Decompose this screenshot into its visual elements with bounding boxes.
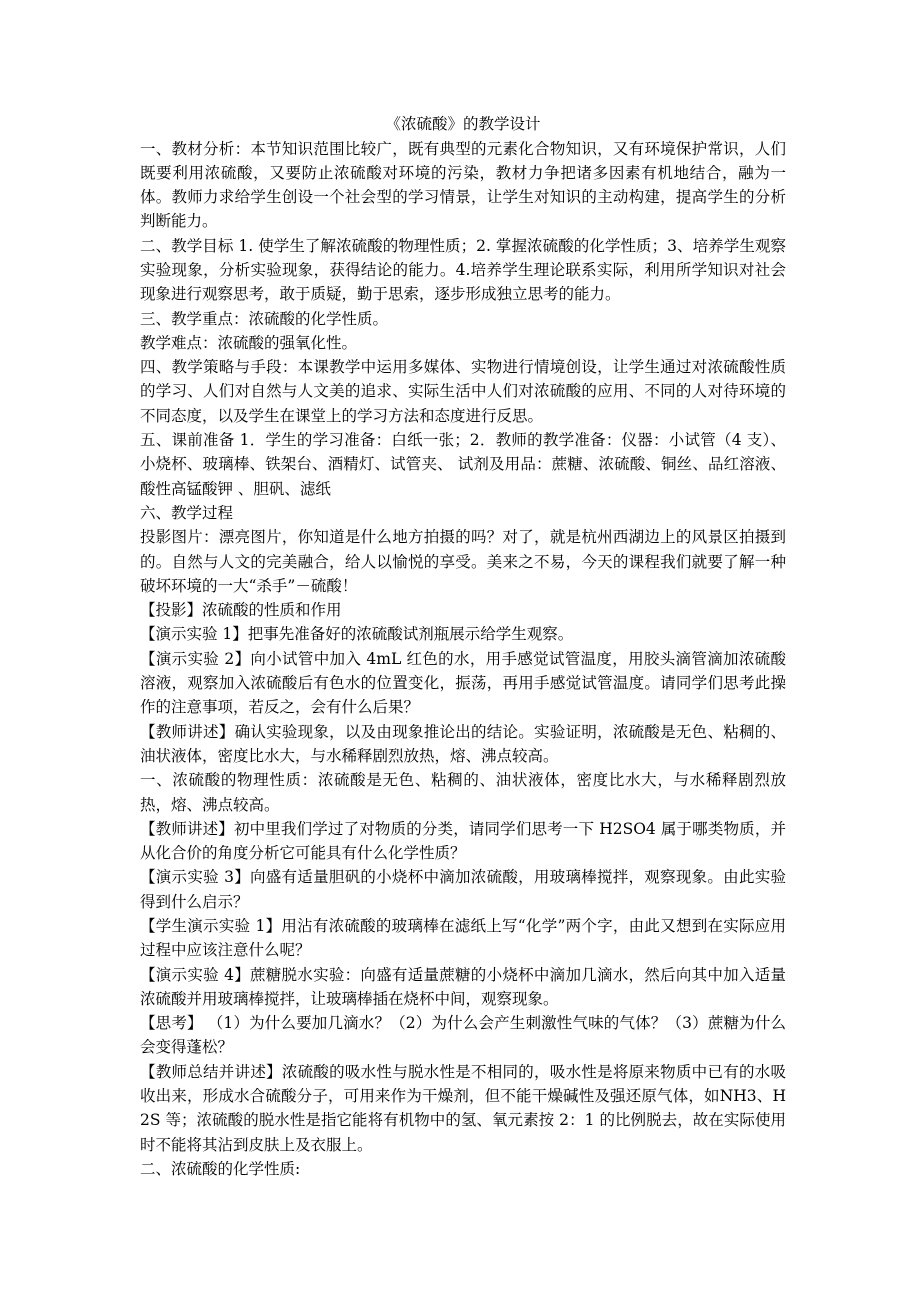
paragraph-demo-1: 【演示实验 1】把事先准备好的浓硫酸试剂瓶展示给学生观察。 [140, 625, 574, 644]
paragraph-demo-2: 【演示实验 2】向小试管中加入 4mL 红色的水，用手感觉试管温度，用胶头滴管滴加浓硫酸溶液，观察加入浓硫酸后有色水的位置变化，振荡，再用手感觉试管温度。请同学们思考此操作的注意事项，若反之，会有什么后果？ [140, 649, 786, 717]
paragraph-difficult-points: 教学难点：浓硫酸的强氧化性。 [140, 333, 358, 352]
paragraph-projection-intro: 投影图片：漂亮图片，你知道是什么地方拍摄的吗？对了，就是杭州西湖边上的风景区拍摄到的。自然与人文的完美融合，给人以愉悦的享受。美来之不易，今天的课程我们就要了解一种破坏环境的一大“杀手”－硫酸！ [140, 528, 786, 595]
paragraph-textbook-analysis: 一、教材分析：本节知识范围比较广，既有典型的元素化合物知识，又有环境保护常识，人们既要利用浓硫酸，又要防止浓硫酸对环境的污染，教材力争把诸多因素有机地结合，融为一体。教师力求给学生创设一个社会型的学习情景，让学生对知识的主动构建，提高学生的分析判断能力。 [140, 139, 786, 231]
paragraph-teacher-summary: 【教师总结并讲述】浓硫酸的吸水性与脱水性是不相同的，吸水性是将原来物质中已有的水吸收出来，形成水合硫酸分子，可用来作为干燥剂，但不能干燥碱性及强还原气体，如NH3、H2S 等；浓硫酸的脱水性是指它能将有机物中的氢、氧元素按 2：1 的比例脱去，故在实际使用时不能将其沾到皮肤上及衣服上。 [140, 1062, 786, 1154]
paragraph-preparation: 五、课前准备 1．学生的学习准备：白纸一张；2．教师的教学准备：仪器：小试管（4 支）、小烧杯、玻璃棒、铁架台、酒精灯、试管夹、 试剂及用品：蔗糖、浓硫酸、铜丝、品红溶液、酸性高锰酸钾 、胆矾、滤纸 [140, 431, 786, 498]
paragraph-physical-properties: 一、浓硫酸的物理性质：浓硫酸是无色、粘稠的、油状液体，密度比水大，与水稀释剧烈放热，熔、沸点较高。 [140, 771, 786, 814]
document-page [140, 112, 786, 1181]
paragraph-strategy: 四、教学策略与手段：本课教学中运用多媒体、实物进行情境创设，让学生通过对浓硫酸性质的学习、人们对自然与人文美的追求、实际生活中人们对浓硫酸的应用、不同的人对待环境的不同态度，以及学生在课堂上的学习方法和态度进行反思。 [140, 358, 786, 425]
paragraph-projection-topic: 【投影】浓硫酸的性质和作用 [140, 601, 342, 620]
paragraph-teacher-explain-2: 【教师讲述】初中里我们学过了对物质的分类，请同学们思考一下 H2SO4 属于哪类物质，并从化合价的角度分析它可能具有什么化学性质？ [140, 819, 786, 863]
paragraph-demo-4: 【演示实验 4】蔗糖脱水实验：向盛有适量蔗糖的小烧杯中滴加几滴水，然后向其中加入适量浓硫酸并用玻璃棒搅拌，让玻璃棒插在烧杯中间，观察现象。 [140, 965, 786, 1008]
paragraph-student-demo-1: 【学生演示实验 1】用沾有浓硫酸的玻璃棒在滤纸上写“化学”两个字，由此又想到在实际应用过程中应该注意什么呢？ [140, 917, 786, 960]
paragraph-chemical-properties: 二、浓硫酸的化学性质: [140, 1159, 301, 1178]
paragraph-process-heading: 六、教学过程 [140, 503, 234, 522]
paragraph-demo-3: 【演示实验 3】向盛有适量胆矾的小烧杯中滴加浓硫酸，用玻璃棒搅拌，观察现象。由此实验得到什么启示？ [140, 868, 786, 911]
paragraph-key-points: 三、教学重点：浓硫酸的化学性质。 [140, 309, 389, 328]
paragraph-thinking: 【思考】 （1）为什么要加几滴水？（2）为什么会产生刺激性气味的气体？（3）蔗糖为什么会变得蓬松？ [140, 1014, 786, 1057]
paragraph-teaching-goals: 二、教学目标 1. 使学生了解浓硫酸的物理性质；2. 掌握浓硫酸的化学性质；3、培养学生观察实验现象，分析实验现象，获得结论的能力。4.培养学生理论联系实际，利用所学知识对社会现象进行观察思考，敢于质疑，勤于思索，逐步形成独立思考的能力。 [140, 236, 786, 304]
document-title: 《浓硫酸》的教学设计 [385, 115, 541, 133]
paragraph-teacher-explain-1: 【教师讲述】确认实验现象，以及由现象推论出的结论。实验证明，浓硫酸是无色、粘稠的、油状液体，密度比水大，与水稀释剧烈放热，熔、沸点较高。 [140, 722, 786, 765]
